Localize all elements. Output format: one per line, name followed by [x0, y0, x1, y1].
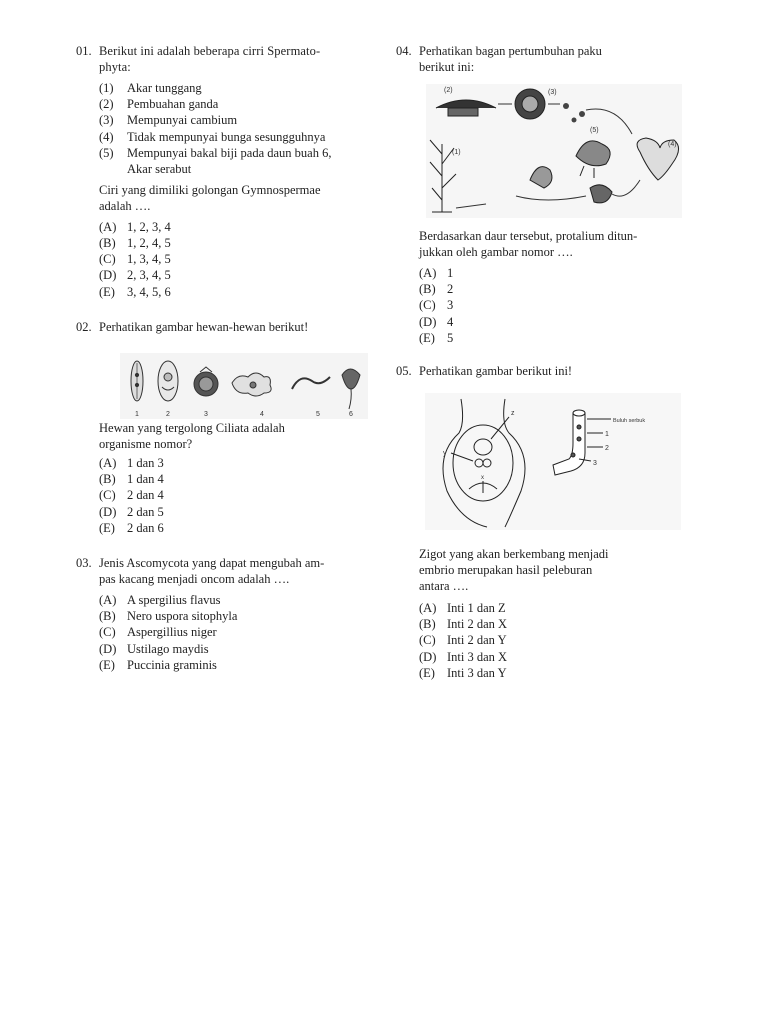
- option-list: [99, 455, 389, 536]
- option-text: Inti 3 dan X: [447, 649, 508, 664]
- option-text: 1, 2, 3, 4: [127, 219, 171, 234]
- option-item[interactable]: [419, 297, 709, 313]
- statement-label: (3): [99, 113, 114, 128]
- option-label: (E): [99, 284, 115, 299]
- statement-text: Mempunyai cambium: [127, 113, 238, 128]
- option-list: [419, 265, 709, 346]
- question-text: Ciri yang dimiliki golongan Gymnospermae adalah ….: [99, 182, 321, 213]
- fern-lifecycle-figure: [426, 84, 682, 218]
- option-text: Ustilago maydis: [127, 641, 209, 656]
- option-text: 4: [447, 314, 454, 329]
- option-text: 2, 3, 4, 5: [127, 268, 171, 283]
- statement-text: Mempunyai bakal biji pada daun buah 6, Akar serabut: [127, 145, 332, 176]
- option-text: 3, 4, 5, 6: [127, 284, 171, 299]
- statement-text: Pembuahan ganda: [127, 97, 219, 112]
- option-item[interactable]: [99, 219, 389, 235]
- option-list: [99, 592, 389, 673]
- option-item[interactable]: [99, 520, 389, 536]
- sporangium-shape: [515, 89, 545, 119]
- option-item[interactable]: [99, 471, 389, 487]
- figure-label-pollen-tube: Buluh serbuk: [613, 418, 646, 424]
- option-item[interactable]: [99, 284, 389, 300]
- option-label: (A): [419, 601, 437, 615]
- statement-label: (4): [99, 129, 114, 144]
- question-stem: Perhatikan gambar berikut ini!: [419, 364, 573, 378]
- question-number: 05.: [396, 364, 412, 378]
- ovule-figure: [425, 393, 681, 530]
- option-list: [99, 219, 389, 300]
- option-text: Nero uspora sitophyla: [127, 609, 238, 624]
- option-label: (B): [99, 609, 116, 624]
- question-number: 03.: [76, 556, 92, 570]
- option-label: (E): [99, 657, 115, 672]
- option-label: (B): [419, 282, 436, 297]
- question-number: 01.: [76, 44, 92, 58]
- figure-label-5: (5): [590, 127, 599, 134]
- option-text: 1, 2, 4, 5: [127, 235, 171, 250]
- option-label: (E): [99, 520, 115, 535]
- option-label: (D): [99, 504, 117, 519]
- option-label: (C): [419, 633, 436, 648]
- option-item[interactable]: [419, 616, 709, 632]
- option-item[interactable]: [419, 281, 709, 297]
- option-label: (B): [419, 617, 436, 632]
- option-label: (D): [99, 268, 117, 283]
- option-text: 1, 3, 4, 5: [127, 252, 171, 267]
- option-text: 5: [447, 330, 454, 345]
- option-item[interactable]: [419, 265, 709, 281]
- option-label: (E): [419, 665, 435, 680]
- option-label: (D): [99, 641, 117, 656]
- option-label: (B): [99, 472, 116, 487]
- option-label: (D): [419, 649, 437, 664]
- option-text: Puccinia graminis: [127, 657, 217, 672]
- option-item[interactable]: [99, 267, 389, 283]
- option-text: Aspergillius niger: [127, 625, 217, 640]
- option-item[interactable]: [99, 641, 389, 657]
- option-item[interactable]: [419, 330, 709, 346]
- question-number: 04.: [396, 44, 412, 58]
- option-label: (A): [419, 266, 437, 280]
- option-item[interactable]: [99, 487, 389, 503]
- option-item[interactable]: [99, 657, 389, 673]
- option-item[interactable]: [99, 251, 389, 267]
- option-item[interactable]: [99, 455, 389, 471]
- figure-label-6: 6: [349, 411, 353, 418]
- figure-label-1: 1: [605, 431, 609, 438]
- option-item[interactable]: [99, 504, 389, 520]
- statement-label: (1): [99, 81, 114, 95]
- option-label: (C): [99, 252, 116, 267]
- option-text: 1 dan 4: [127, 472, 164, 487]
- figure-label-2: 2: [605, 445, 609, 452]
- option-label: (A): [99, 219, 117, 234]
- option-label: (C): [99, 488, 116, 503]
- fern-lifecycle-illustration: [426, 84, 682, 218]
- option-text: 2 dan 5: [127, 504, 164, 519]
- option-text: Inti 3 dan Y: [447, 665, 507, 680]
- option-text: Inti 2 dan X: [447, 617, 508, 632]
- question-text: Berdasarkan daur tersebut, protalium ditun- jukkan oleh gambar nomor ….: [419, 229, 638, 259]
- option-label: (B): [99, 235, 116, 250]
- option-item[interactable]: [419, 649, 709, 665]
- question-stem: Jenis Ascomycota yang dapat mengubah am- pas kacang menjadi oncom adalah ….: [99, 556, 325, 586]
- option-item[interactable]: [419, 314, 709, 330]
- option-item[interactable]: [99, 624, 389, 640]
- question-stem: Berikut ini adalah beberapa cirri Spermato- phyta:: [99, 44, 321, 74]
- option-item[interactable]: [99, 235, 389, 251]
- ovule-illustration: [425, 393, 681, 530]
- option-item[interactable]: [419, 665, 709, 681]
- option-item[interactable]: [419, 632, 709, 648]
- organism-1-shape: [131, 361, 143, 401]
- statement-item: [99, 96, 389, 112]
- option-text: 2 dan 4: [127, 488, 164, 503]
- question-stem: Perhatikan gambar hewan-hewan berikut!: [99, 320, 309, 334]
- statement-item: [99, 112, 389, 128]
- option-text: Inti 1 dan Z: [447, 601, 506, 615]
- option-text: 1 dan 3: [127, 456, 164, 470]
- figure-label-3: (3): [548, 89, 557, 96]
- figure-label-4: 4: [260, 411, 264, 418]
- option-label: (E): [419, 330, 435, 345]
- option-label: (D): [419, 314, 437, 329]
- option-label: (C): [99, 625, 116, 640]
- option-text: 2: [447, 282, 454, 297]
- statement-list: [99, 80, 389, 177]
- figure-label-3: 3: [593, 460, 597, 467]
- statement-item: [99, 129, 389, 145]
- figure-label-z: z: [511, 410, 515, 417]
- statement-label: (5): [99, 145, 114, 160]
- option-item[interactable]: [99, 608, 389, 624]
- figure-label-2: (2): [444, 87, 453, 94]
- figure-label-2: 2: [166, 411, 170, 418]
- figure-label-3: 3: [204, 411, 208, 418]
- protozoa-figure: [120, 353, 368, 419]
- option-text: 2 dan 6: [127, 520, 164, 535]
- question-text: Zigot yang akan berkembang menjadi embrio merupakan hasil peleburan antara ….: [419, 547, 609, 593]
- option-text: 3: [447, 298, 454, 313]
- option-item[interactable]: [99, 592, 389, 608]
- option-label: (C): [419, 298, 436, 313]
- figure-label-1: (1): [452, 149, 461, 156]
- option-item[interactable]: [419, 600, 709, 616]
- question-text: Hewan yang tergolong Ciliata adalah organisme nomor?: [99, 421, 285, 451]
- statement-text: Akar tunggang: [127, 81, 202, 95]
- option-text: Inti 2 dan Y: [447, 633, 507, 648]
- figure-label-4: (4): [668, 141, 677, 148]
- statement-text: Tidak mempunyai bunga sesungguhnya: [127, 129, 326, 144]
- statement-label: (2): [99, 97, 114, 112]
- option-label: (A): [99, 593, 117, 607]
- question-number: 02.: [76, 320, 92, 334]
- option-text: 1: [447, 266, 454, 280]
- figure-label-5: 5: [316, 411, 320, 418]
- figure-label-1: 1: [135, 411, 139, 418]
- statement-item: [99, 145, 389, 177]
- statement-item: [99, 80, 389, 96]
- option-list: [419, 600, 709, 681]
- organism-2-shape: [158, 361, 178, 401]
- figure-label-x: x: [481, 475, 484, 481]
- option-label: (A): [99, 456, 117, 470]
- option-text: A spergilius flavus: [127, 593, 221, 607]
- protozoa-illustration: [120, 353, 368, 419]
- question-stem: Perhatikan bagan pertumbuhan paku berikut ini:: [419, 44, 602, 74]
- figure-label-y: y: [443, 450, 447, 457]
